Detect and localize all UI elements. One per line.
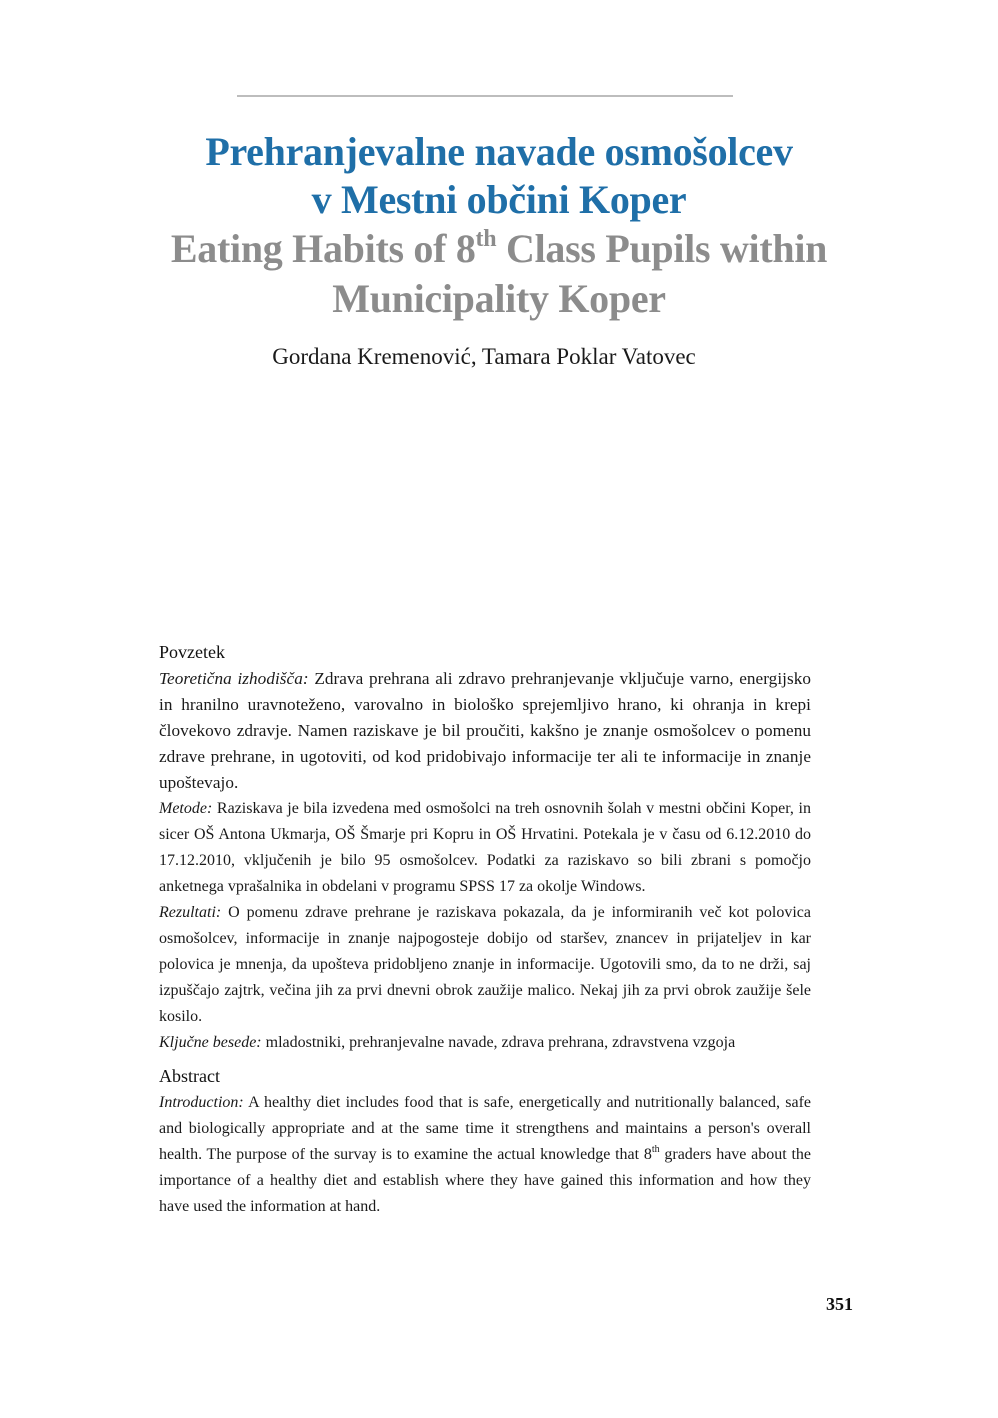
povzetek-intro-label: Teoretična izhodišča: <box>159 669 309 688</box>
abstract-section <box>159 1064 811 1220</box>
povzetek-keywords-label: Ključne besede: <box>159 1034 262 1051</box>
title-block <box>100 128 898 324</box>
abstract-intro-paragraph <box>159 1090 811 1220</box>
povzetek-methods-text: Raziskava je bila izvedena med osmošolci na treh osnovnih šolah v mestni občini Koper, in sicer OŠ Antona Ukmarja, OŠ Šmarje pri Kopru in OŠ Hrvatini. Potekala je v času od 6.12.2010 do 17.12.2010, vključenih je bilo 95 osmošolcev. Podatki za raziskavo so bili zbrani s pomočjo anketnega vprašalnika in obdelani v programu SPSS 17 za okolje Windows. <box>159 800 811 895</box>
title-english-line-1-end: Class Pupils within <box>496 226 828 271</box>
title-english-ordinal-suffix: th <box>475 226 497 252</box>
abstract-intro-text-end: graders have about the importance of a healthy diet and establish where they have gained this information and how they have used the information at hand. <box>159 1146 811 1215</box>
povzetek-methods-label: Metode: <box>159 800 213 817</box>
title-english <box>100 224 898 324</box>
title-slovene-line-2: v Mestni občini Koper <box>311 177 687 222</box>
abstract-heading: Abstract <box>159 1066 220 1086</box>
title-english-line-1-start: Eating Habits of 8 <box>170 226 476 271</box>
top-rule <box>237 95 733 97</box>
title-english-line-2: Municipality Koper <box>332 276 666 321</box>
povzetek-methods-paragraph <box>159 796 811 900</box>
povzetek-keywords-paragraph <box>159 1030 811 1056</box>
section-gap <box>159 1056 811 1064</box>
povzetek-section <box>159 640 811 1056</box>
abstract-intro-text-start: A healthy diet includes food that is safe, energetically and nutritionally balanced, safe and biologically appropriate and at the same time it strengthens and maintains a person's overall health. The purpose of the survay is to examine the actual knowledge that 8 <box>159 1094 811 1163</box>
authors: Gordana Kremenović, Tamara Poklar Vatovec <box>272 344 696 369</box>
povzetek-heading: Povzetek <box>159 642 225 662</box>
povzetek-intro-paragraph <box>159 666 811 796</box>
povzetek-results-paragraph <box>159 900 811 1030</box>
povzetek-keywords-text: mladostniki, prehranjevalne navade, zdrava prehrana, zdravstvena vzgoja <box>261 1034 736 1051</box>
povzetek-results-label: Rezultati: <box>159 904 222 921</box>
page-number: 351 <box>826 1294 853 1314</box>
abstract-content <box>159 640 811 1220</box>
povzetek-results-text: O pomenu zdrave prehrane je raziskava pokazala, da je informiranih več kot polovica osmošolcev, informacije in znanje najpogosteje dobijo od staršev, znancev in prijateljev in kar polovica je mnenja, da upošteva pridobljeno znanje in informacije. Ugotovili smo, da to ne drži, saj izpuščajo zajtrk, večina jih za prvi dnevni obrok zaužije malico. Nekaj jih za prvi obrok zaužije šele kosilo. <box>159 904 811 1025</box>
abstract-ordinal-suffix: th <box>651 1144 660 1155</box>
abstract-intro-label: Introduction: <box>159 1094 244 1111</box>
title-slovene <box>100 128 898 224</box>
title-slovene-line-1: Prehranjevalne navade osmošolcev <box>205 129 793 174</box>
povzetek-intro-text: Zdrava prehrana ali zdravo prehranjevanje vključuje varno, energijsko in hranilno uravnoteženo, varovalno in biološko sprejemljivo hrano, ki ohranja in krepi človekovo zdravje. Namen raziskave je bil proučiti, kakšno je znanje osmošolcev o pomenu zdrave prehrane, in ugotoviti, od kod pridobivajo informacije ter ali te informacije in znanje upoštevajo. <box>159 669 811 792</box>
